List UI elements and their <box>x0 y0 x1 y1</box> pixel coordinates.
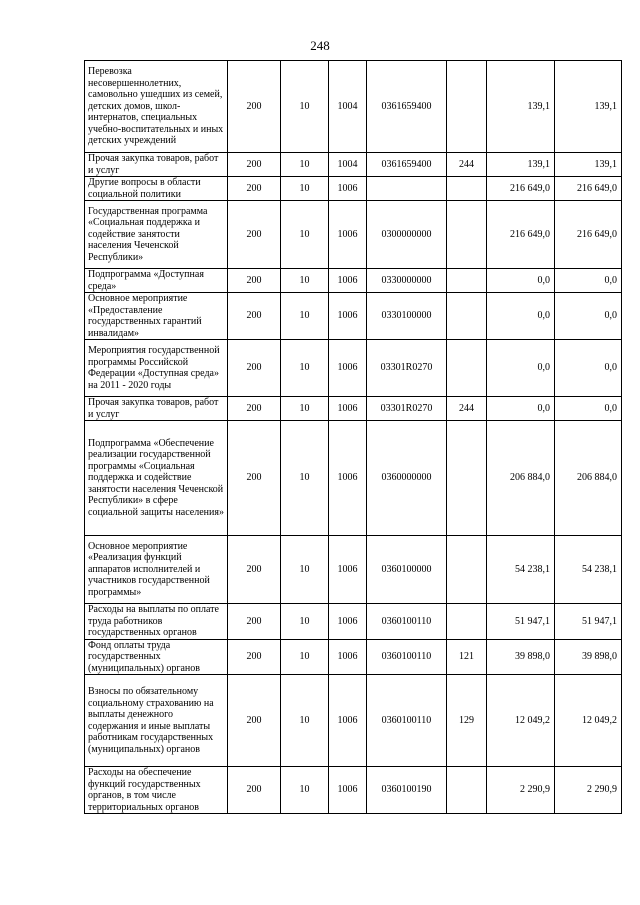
target-article-cell: 0330100000 <box>367 293 447 340</box>
amount-cell: 12 049,2 <box>555 675 622 767</box>
subsection-code-cell: 1006 <box>329 767 367 814</box>
row-name-cell: Расходы на выплаты по оплате труда работников государственных органов <box>85 604 228 640</box>
section-code-cell: 10 <box>281 293 329 340</box>
table-row <box>85 340 622 397</box>
row-name-cell: Мероприятия государственной программы Российской Федерации «Доступная среда» на 2011 - 2020 годы <box>85 340 228 397</box>
target-article-cell: 0360100190 <box>367 767 447 814</box>
amount-cell: 139,1 <box>555 153 622 177</box>
section-code-cell: 10 <box>281 397 329 421</box>
amount-cell: 12 049,2 <box>487 675 555 767</box>
section-code-cell: 10 <box>281 675 329 767</box>
ministry-code-cell: 200 <box>228 604 281 640</box>
row-name-cell: Фонд оплаты труда государственных (муниципальных) органов <box>85 639 228 675</box>
subsection-code-cell: 1006 <box>329 397 367 421</box>
table-row <box>85 536 622 604</box>
ministry-code-cell: 200 <box>228 767 281 814</box>
table-row <box>85 201 622 269</box>
table-row <box>85 177 622 201</box>
subsection-code-cell: 1006 <box>329 639 367 675</box>
expense-type-cell: 244 <box>447 153 487 177</box>
subsection-code-cell: 1004 <box>329 153 367 177</box>
subsection-code-cell: 1006 <box>329 340 367 397</box>
row-name-cell: Подпрограмма «Обеспечение реализации государственной программы «Социальная поддержка и содействие занятости населения Чеченской Республики» в сфере социальной защиты населения» <box>85 421 228 536</box>
subsection-code-cell: 1006 <box>329 421 367 536</box>
target-article-cell: 0360100110 <box>367 675 447 767</box>
row-name-cell: Подпрограмма «Доступная среда» <box>85 269 228 293</box>
subsection-code-cell: 1006 <box>329 269 367 293</box>
expense-type-cell <box>447 421 487 536</box>
table-row <box>85 153 622 177</box>
target-article-cell: 0300000000 <box>367 201 447 269</box>
budget-table-body <box>85 61 622 814</box>
subsection-code-cell: 1006 <box>329 604 367 640</box>
ministry-code-cell: 200 <box>228 269 281 293</box>
target-article-cell: 0360100110 <box>367 639 447 675</box>
expense-type-cell <box>447 177 487 201</box>
amount-cell: 2 290,9 <box>555 767 622 814</box>
expense-type-cell <box>447 61 487 153</box>
amount-cell: 54 238,1 <box>555 536 622 604</box>
amount-cell: 2 290,9 <box>487 767 555 814</box>
table-row <box>85 675 622 767</box>
target-article-cell <box>367 177 447 201</box>
amount-cell: 139,1 <box>487 153 555 177</box>
ministry-code-cell: 200 <box>228 639 281 675</box>
ministry-code-cell: 200 <box>228 153 281 177</box>
row-name-cell: Расходы на обеспечение функций государственных органов, в том числе территориальных органов <box>85 767 228 814</box>
subsection-code-cell: 1004 <box>329 61 367 153</box>
subsection-code-cell: 1006 <box>329 201 367 269</box>
amount-cell: 139,1 <box>487 61 555 153</box>
target-article-cell: 03301R0270 <box>367 397 447 421</box>
ministry-code-cell: 200 <box>228 293 281 340</box>
amount-cell: 206 884,0 <box>555 421 622 536</box>
amount-cell: 0,0 <box>487 269 555 293</box>
amount-cell: 139,1 <box>555 61 622 153</box>
ministry-code-cell: 200 <box>228 536 281 604</box>
expense-type-cell <box>447 604 487 640</box>
row-name-cell: Взносы по обязательному социальному страхованию на выплаты денежного содержания и иные выплаты работникам государственных (муниципальных) органов <box>85 675 228 767</box>
expense-type-cell: 129 <box>447 675 487 767</box>
target-article-cell: 0360100000 <box>367 536 447 604</box>
target-article-cell: 0360000000 <box>367 421 447 536</box>
amount-cell: 206 884,0 <box>487 421 555 536</box>
ministry-code-cell: 200 <box>228 675 281 767</box>
section-code-cell: 10 <box>281 421 329 536</box>
expense-type-cell <box>447 201 487 269</box>
expense-type-cell <box>447 293 487 340</box>
expense-type-cell <box>447 536 487 604</box>
row-name-cell: Государственная программа «Социальная поддержка и содействие занятости населения Чеченской Республики» <box>85 201 228 269</box>
row-name-cell: Основное мероприятие «Реализация функций аппаратов исполнителей и участников государственной программы» <box>85 536 228 604</box>
table-row <box>85 421 622 536</box>
subsection-code-cell: 1006 <box>329 675 367 767</box>
amount-cell: 51 947,1 <box>555 604 622 640</box>
amount-cell: 216 649,0 <box>555 201 622 269</box>
section-code-cell: 10 <box>281 340 329 397</box>
ministry-code-cell: 200 <box>228 340 281 397</box>
target-article-cell: 0330000000 <box>367 269 447 293</box>
section-code-cell: 10 <box>281 177 329 201</box>
table-row <box>85 767 622 814</box>
amount-cell: 216 649,0 <box>487 177 555 201</box>
page-number: 248 <box>310 38 330 53</box>
target-article-cell: 0360100110 <box>367 604 447 640</box>
expense-type-cell <box>447 767 487 814</box>
section-code-cell: 10 <box>281 201 329 269</box>
table-row <box>85 397 622 421</box>
ministry-code-cell: 200 <box>228 421 281 536</box>
section-code-cell: 10 <box>281 153 329 177</box>
section-code-cell: 10 <box>281 604 329 640</box>
row-name-cell: Основное мероприятие «Предоставление государственных гарантий инвалидам» <box>85 293 228 340</box>
section-code-cell: 10 <box>281 536 329 604</box>
table-row <box>85 269 622 293</box>
expense-type-cell <box>447 340 487 397</box>
section-code-cell: 10 <box>281 269 329 293</box>
amount-cell: 0,0 <box>555 293 622 340</box>
target-article-cell: 0361659400 <box>367 153 447 177</box>
amount-cell: 216 649,0 <box>555 177 622 201</box>
ministry-code-cell: 200 <box>228 61 281 153</box>
budget-table <box>84 60 622 814</box>
amount-cell: 39 898,0 <box>487 639 555 675</box>
amount-cell: 0,0 <box>487 340 555 397</box>
ministry-code-cell: 200 <box>228 397 281 421</box>
amount-cell: 0,0 <box>487 397 555 421</box>
amount-cell: 216 649,0 <box>487 201 555 269</box>
amount-cell: 54 238,1 <box>487 536 555 604</box>
subsection-code-cell: 1006 <box>329 177 367 201</box>
section-code-cell: 10 <box>281 767 329 814</box>
row-name-cell: Прочая закупка товаров, работ и услуг <box>85 397 228 421</box>
subsection-code-cell: 1006 <box>329 293 367 340</box>
expense-type-cell: 121 <box>447 639 487 675</box>
table-row <box>85 61 622 153</box>
ministry-code-cell: 200 <box>228 201 281 269</box>
table-row <box>85 604 622 640</box>
amount-cell: 51 947,1 <box>487 604 555 640</box>
amount-cell: 0,0 <box>555 340 622 397</box>
row-name-cell: Перевозка несовершеннолетних, самовольно ушедших из семей, детских домов, школ-интернатов, специальных учебно-воспитательных и иных детских учреждений <box>85 61 228 153</box>
table-row <box>85 639 622 675</box>
expense-type-cell <box>447 269 487 293</box>
table-row <box>85 293 622 340</box>
ministry-code-cell: 200 <box>228 177 281 201</box>
target-article-cell: 0361659400 <box>367 61 447 153</box>
expense-type-cell: 244 <box>447 397 487 421</box>
row-name-cell: Прочая закупка товаров, работ и услуг <box>85 153 228 177</box>
subsection-code-cell: 1006 <box>329 536 367 604</box>
section-code-cell: 10 <box>281 61 329 153</box>
amount-cell: 0,0 <box>555 397 622 421</box>
amount-cell: 39 898,0 <box>555 639 622 675</box>
row-name-cell: Другие вопросы в области социальной политики <box>85 177 228 201</box>
target-article-cell: 03301R0270 <box>367 340 447 397</box>
amount-cell: 0,0 <box>555 269 622 293</box>
amount-cell: 0,0 <box>487 293 555 340</box>
section-code-cell: 10 <box>281 639 329 675</box>
